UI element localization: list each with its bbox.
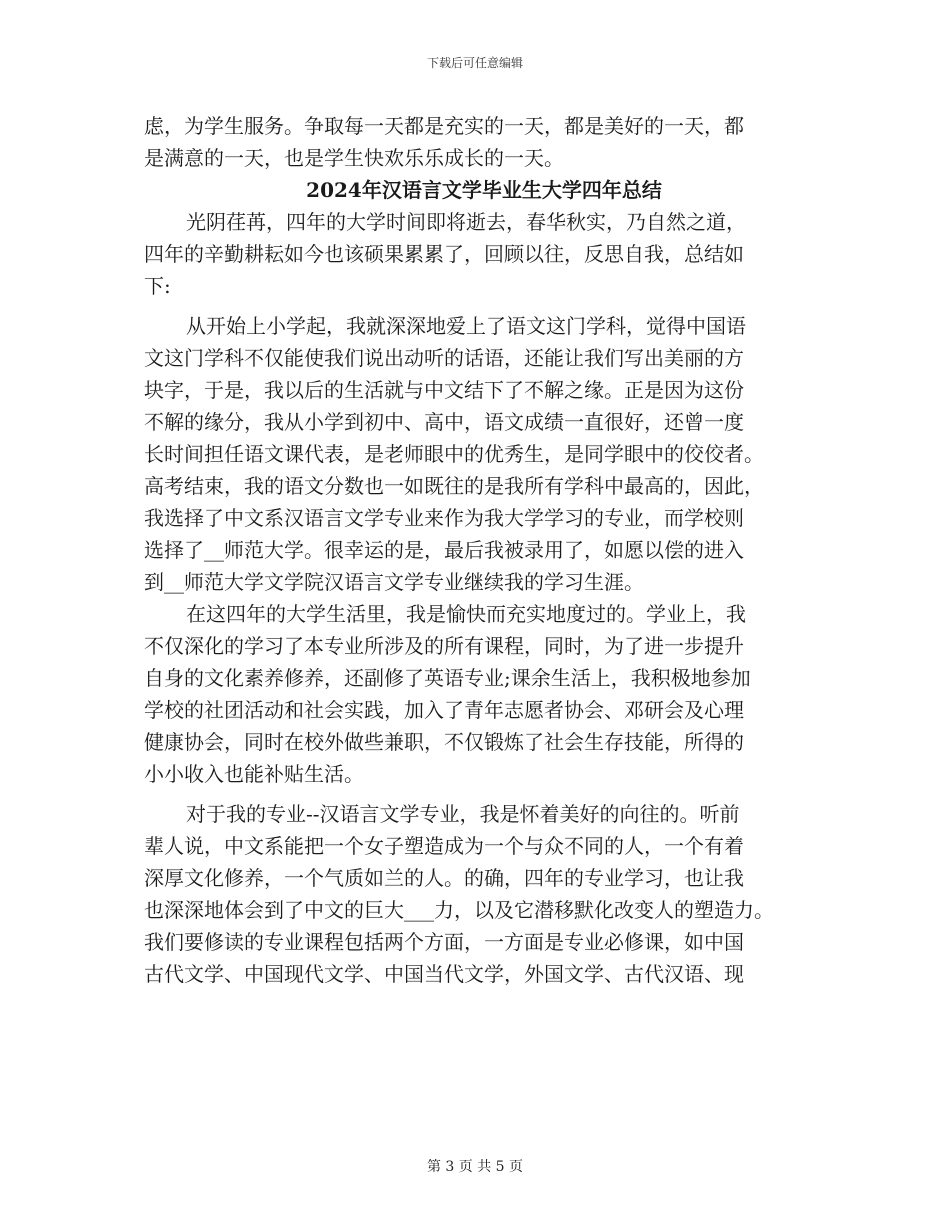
text-line: 健康协会，同时在校外做些兼职，不仅锻炼了社会生存技能，所得的	[144, 730, 744, 754]
text-line: 在这四年的大学生活里，我是愉快而充实地度过的。学业上，我	[186, 602, 746, 626]
document-title: 2024年汉语言文学毕业生大学四年总结	[306, 178, 662, 202]
text-line: 学校的社团活动和社会实践，加入了青年志愿者协会、邓研会及心理	[144, 698, 744, 722]
text-line: 文这门学科不仅能使我们说出动听的话语，还能让我们写出美丽的方	[144, 346, 744, 370]
text-line: 高考结束，我的语文分数也一如既往的是我所有学科中最高的，因此，	[144, 474, 764, 498]
text-line: 辈人说，中文系能把一个女子塑造成为一个与众不同的人，一个有着	[144, 834, 744, 858]
text-line: 下:	[144, 274, 171, 298]
text-line: 选择了__师范大学。很幸运的是，最后我被录用了，如愿以偿的进入	[144, 538, 744, 562]
page-number-footer: 第 3 页 共 5 页	[426, 1159, 524, 1175]
text-line: 四年的辛勤耕耘如今也该硕果累累了，回顾以往，反思自我，总结如	[144, 242, 744, 266]
text-line: 小小收入也能补贴生活。	[144, 762, 364, 786]
paragraph	[144, 310, 824, 598]
paragraph	[144, 598, 824, 790]
text-line: 虑，为学生服务。争取每一天都是充实的一天，都是美好的一天，都	[144, 114, 744, 138]
text-line: 深厚文化修养，一个气质如兰的人。的确，四年的专业学习，也让我	[144, 866, 744, 890]
header-note: 下载后可任意编辑	[426, 56, 523, 70]
text-line: 我选择了中文系汉语言文学专业来作为我大学学习的专业，而学校则	[144, 506, 744, 530]
text-line: 不解的缘分，我从小学到初中、高中，语文成绩一直很好，还曾一度	[144, 410, 744, 434]
paragraph	[144, 798, 824, 990]
paragraph	[144, 206, 824, 302]
text-line: 是满意的一天，也是学生快欢乐乐成长的一天。	[144, 146, 564, 170]
text-line: 到__师范大学文学院汉语言文学专业继续我的学习生涯。	[144, 570, 644, 594]
text-line: 从开始上小学起，我就深深地爱上了语文这门学科，觉得中国语	[186, 314, 746, 338]
text-line: 长时间担任语文课代表，是老师眼中的优秀生，是同学眼中的佼佼者。	[144, 442, 764, 466]
text-line: 块字，于是，我以后的生活就与中文结下了不解之缘。正是因为这份	[144, 378, 744, 402]
text-line: 对于我的专业--汉语言文学专业，我是怀着美好的向往的。听前	[186, 802, 740, 826]
text-line: 我们要修读的专业课程包括两个方面，一方面是专业必修课，如中国	[144, 930, 744, 954]
document-body	[144, 110, 824, 990]
text-line: 也深深地体会到了中文的巨大___力，以及它潜移默化改变人的塑造力。	[144, 898, 774, 922]
text-line: 古代文学、中国现代文学、中国当代文学，外国文学、古代汉语、现	[144, 962, 744, 986]
text-line: 自身的文化素养修养，还副修了英语专业;课余生活上，我积极地参加	[144, 666, 751, 690]
text-line: 光阴荏苒，四年的大学时间即将逝去，春华秋实，乃自然之道，	[186, 210, 746, 234]
text-line: 不仅深化的学习了本专业所涉及的所有课程，同时，为了进一步提升	[144, 634, 744, 658]
